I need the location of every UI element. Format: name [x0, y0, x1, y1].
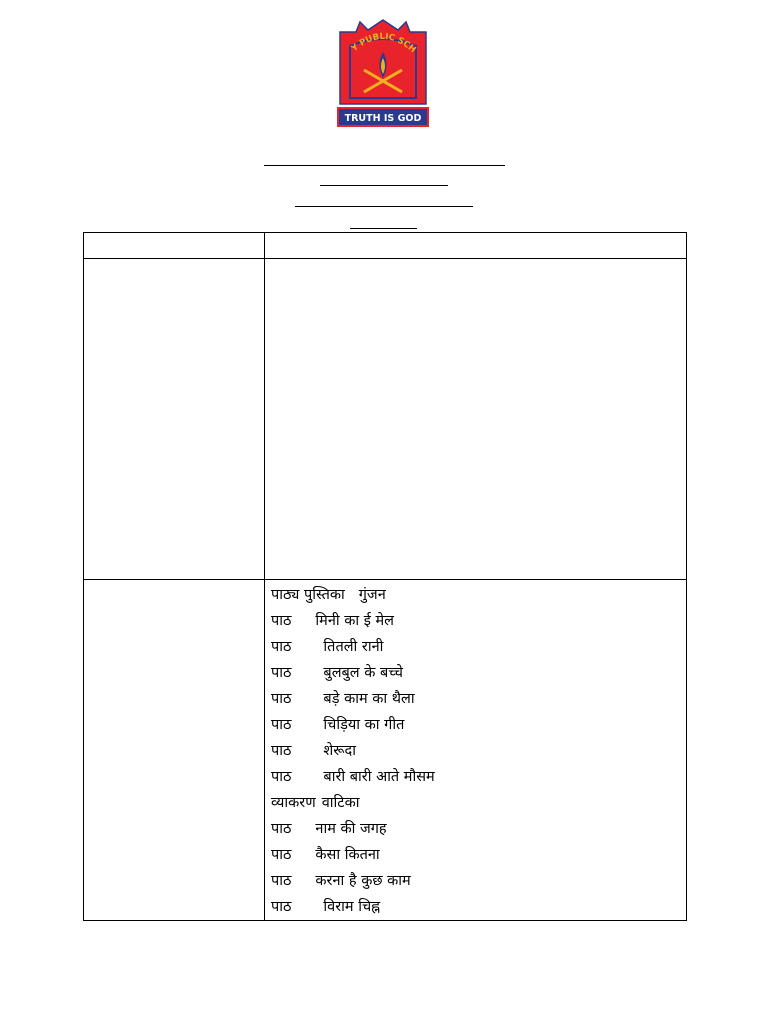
lesson-label: व्याकरण	[271, 795, 316, 811]
list-item	[271, 712, 686, 738]
school-logo	[334, 18, 432, 130]
lesson-label: पाठ	[271, 873, 292, 889]
lesson-label: पाठ्य पुस्तिका	[271, 587, 345, 603]
header-cell-month	[84, 233, 265, 259]
table-cell	[265, 259, 687, 580]
heading-underline-2	[320, 185, 448, 186]
list-item	[271, 582, 686, 608]
table-row	[84, 580, 687, 921]
table-row	[84, 259, 687, 580]
lesson-title: विराम चिह्न	[323, 899, 381, 915]
list-item	[271, 868, 686, 894]
lesson-label: पाठ	[271, 847, 292, 863]
list-item	[271, 634, 686, 660]
lesson-label: पाठ	[271, 821, 292, 837]
lesson-label: पाठ	[271, 899, 292, 915]
lesson-title: नाम की जगह	[315, 821, 387, 837]
lesson-title: मिनी का ई मेल	[315, 613, 394, 629]
lesson-label: पाठ	[271, 769, 292, 785]
table-cell	[265, 580, 687, 921]
syllabus-table	[83, 232, 687, 921]
logo-arc-text: Y PUBLIC SCH	[349, 31, 418, 56]
list-item	[271, 608, 686, 634]
heading-underline-4	[350, 228, 417, 229]
lesson-label: पाठ	[271, 665, 292, 681]
lesson-label: पाठ	[271, 691, 292, 707]
lesson-title: बड़े काम का थैला	[323, 691, 415, 707]
lesson-title: करना है कुछ काम	[315, 873, 411, 889]
lesson-label: पाठ	[271, 717, 292, 733]
logo-motto: TRUTH IS GOD	[344, 113, 422, 124]
list-item	[271, 790, 686, 816]
lesson-title: तितली रानी	[323, 639, 384, 655]
list-item	[271, 842, 686, 868]
lesson-label: पाठ	[271, 639, 292, 655]
list-item	[271, 894, 686, 920]
lesson-title: वाटिका	[321, 795, 360, 811]
lesson-title: कैसा कितना	[315, 847, 380, 863]
list-item	[271, 764, 686, 790]
heading-underline-3	[295, 206, 473, 207]
syllabus-list	[265, 580, 686, 920]
lesson-title: शेरूदा	[323, 743, 357, 759]
list-item	[271, 816, 686, 842]
lesson-title: बारी बारी आते मौसम	[323, 769, 435, 785]
table-cell	[84, 580, 265, 921]
heading-underline-1	[264, 165, 505, 166]
list-item	[271, 686, 686, 712]
lesson-title: बुलबुल के बच्चे	[323, 665, 403, 681]
list-item	[271, 738, 686, 764]
header-cell-syllabus	[265, 233, 687, 259]
table-header-row	[84, 233, 687, 259]
lesson-label: पाठ	[271, 613, 292, 629]
lesson-title: गुंजन	[358, 587, 386, 603]
lesson-title: चिड़िया का गीत	[323, 717, 405, 733]
list-item	[271, 660, 686, 686]
table-cell	[84, 259, 265, 580]
lesson-label: पाठ	[271, 743, 292, 759]
